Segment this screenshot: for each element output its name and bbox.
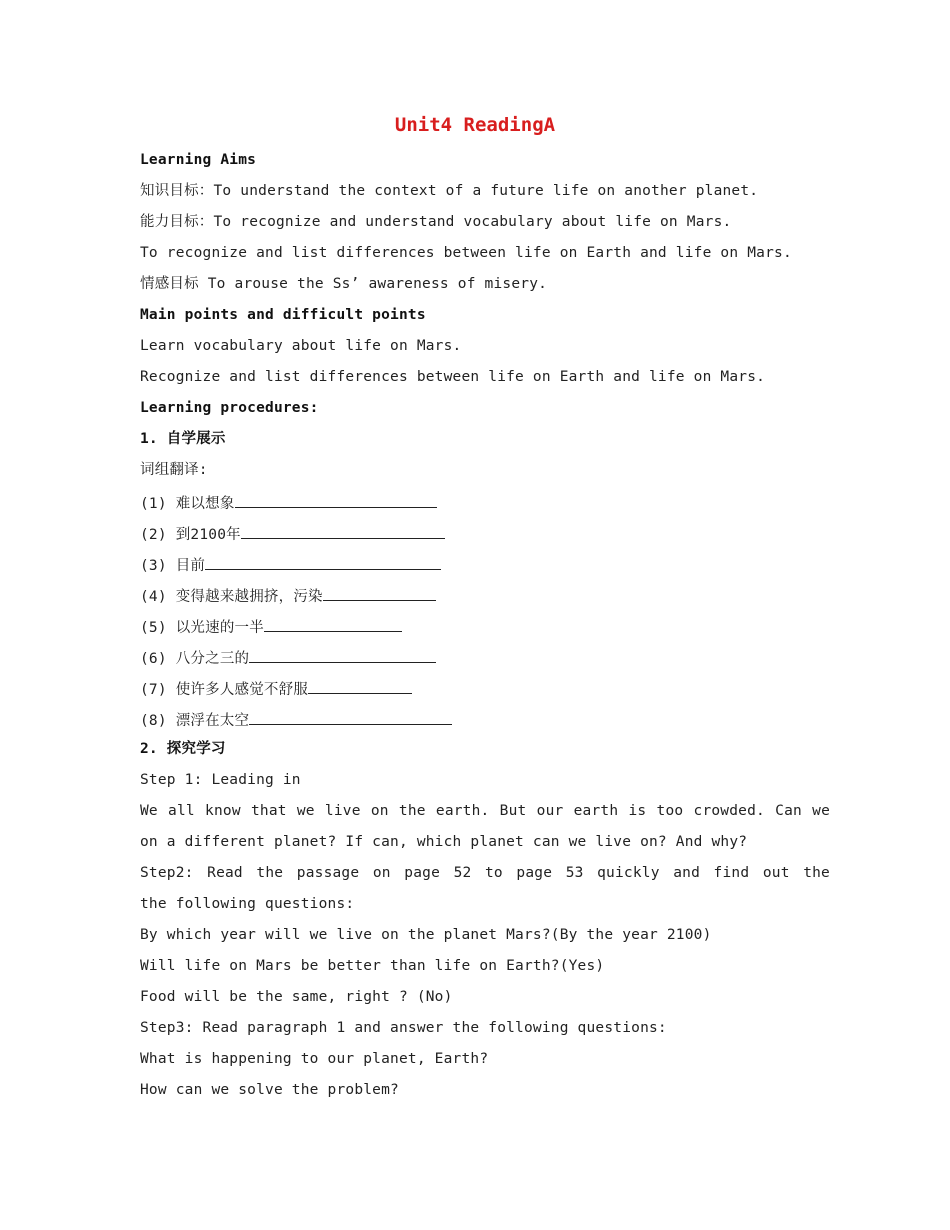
main-point-1: Learn vocabulary about life on Mars. [140,338,462,354]
phrase-label: (3) 目前 [140,558,206,574]
phrase-label: (6) 八分之三的 [140,651,250,667]
learning-procedures-heading: Learning procedures: [140,400,319,416]
aim-ability: 能力目标：To recognize and understand vocabulary about life on Mars. [140,214,732,230]
phrase-label: (2) 到2100年 [140,527,241,543]
step-3-title: Step3: Read paragraph 1 and answer the following questions: [140,1020,667,1036]
step-1-text-line-1: We all know that we live on the earth. But our earth is too crowded. Can we [140,803,830,819]
section-1-heading: 1. 自学展示 [140,431,226,447]
phrase-label: (4) 变得越来越拥挤，污染 [140,589,323,605]
main-point-2: Recognize and list differences between life on Earth and life on Mars. [140,369,766,385]
main-points-heading: Main points and difficult points [140,307,426,323]
phrase-label: (1) 难以想象 [140,496,235,512]
answer-blank[interactable] [241,522,445,539]
phrase-item [140,491,830,514]
answer-blank[interactable] [308,677,412,694]
learning-aims-heading: Learning Aims [140,152,257,168]
answer-blank[interactable] [323,584,436,601]
aim-emotion: 情感目标 To arouse the Ss’ awareness of misery. [140,276,548,292]
phrase-label: (5) 以光速的一半 [140,620,264,636]
step-2-question: Food will be the same, right ? (No) [140,989,453,1005]
answer-blank[interactable] [264,615,402,632]
answer-blank[interactable] [235,491,437,508]
phrase-label: (7) 使许多人感觉不舒服 [140,682,309,698]
answer-blank[interactable] [249,708,452,725]
step-2-question: Will life on Mars be better than life on Earth?(Yes) [140,958,605,974]
aim-knowledge: 知识目标：To understand the context of a future life on another planet. [140,183,759,199]
phrase-item [140,522,830,545]
step-1-text-line-2: on a different planet? If can, which planet can we live on? And why? [140,834,748,850]
phrase-item [140,584,830,607]
phrase-translation-intro: 词组翻译: [140,462,208,478]
phrase-item [140,553,830,576]
step-2-text-line-1: Step2: Read the passage on page 52 to page 53 quickly and find out the [140,865,830,881]
step-2-question: By which year will we live on the planet Mars?(By the year 2100) [140,927,712,943]
phrase-item [140,646,830,669]
phrase-label: (8) 漂浮在太空 [140,713,250,729]
answer-blank[interactable] [249,646,436,663]
answer-blank[interactable] [205,553,441,570]
phrase-item [140,677,830,700]
step-1-title: Step 1: Leading in [140,772,301,788]
step-2-text-line-2: the following questions: [140,896,355,912]
phrase-item [140,708,830,731]
phrase-item [140,615,830,638]
section-2-heading: 2. 探究学习 [140,741,226,757]
step-3-question: What is happening to our planet, Earth? [140,1051,489,1067]
document-title: Unit4 ReadingA [394,114,556,136]
step-3-question: How can we solve the problem? [140,1082,399,1098]
aim-ability-2: To recognize and list differences between life on Earth and life on Mars. [140,245,792,261]
